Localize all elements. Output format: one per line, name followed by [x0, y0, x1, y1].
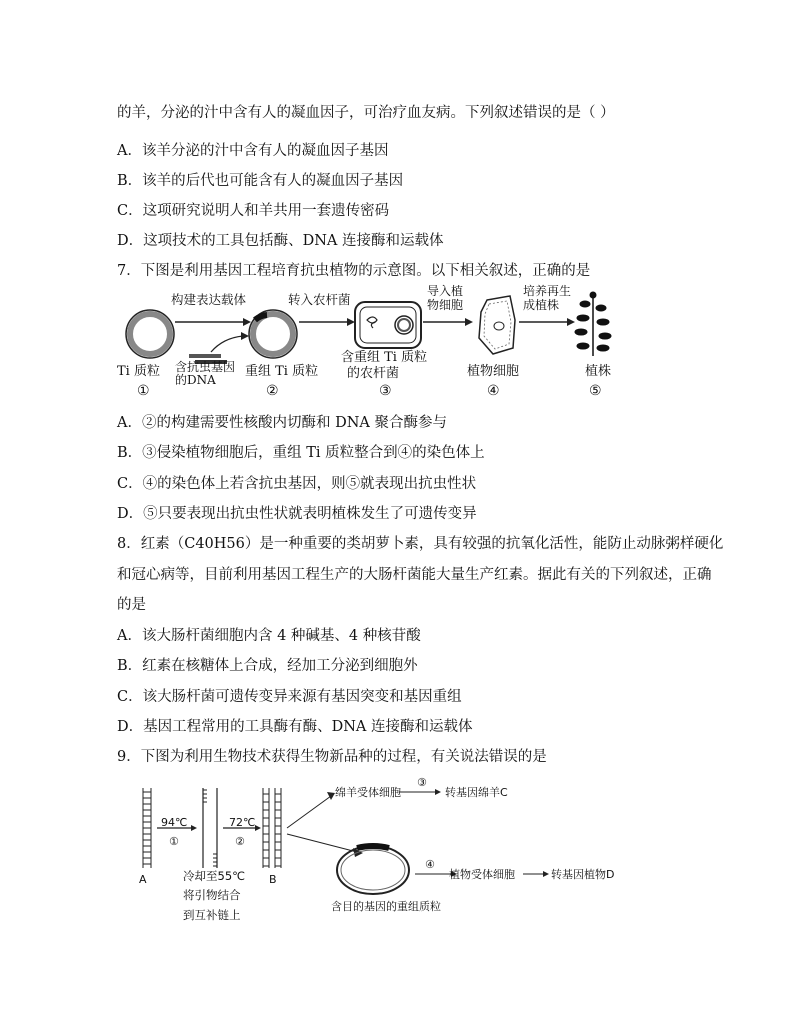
- q8-option-a: A．该大肠杆菌细胞内含 4 种碱基、4 种核苷酸: [117, 628, 421, 644]
- stage-5-num: ⑤: [589, 383, 602, 399]
- note-line-3: 到互补链上: [183, 908, 241, 922]
- stage-1-label: Ti 质粒: [117, 364, 160, 379]
- gene-label-1: 含抗虫基因: [175, 360, 236, 374]
- step-1: ①: [169, 835, 179, 848]
- q9-stem: 9．下图为利用生物技术获得生物新品种的过程，有关说法错误的是: [117, 749, 547, 765]
- q7-figure: [115, 284, 635, 402]
- q7-option-c: C．④的染色体上若含抗虫基因，则⑤就表现出抗虫性状: [117, 476, 477, 492]
- agrobacterium-cell: [355, 302, 421, 348]
- q7-option-a: A．②的构建需要性核酸内切酶和 DNA 聚合酶参与: [117, 415, 447, 431]
- q8-option-b: B．红素在核糖体上合成，经加工分泌到细胞外: [117, 658, 418, 674]
- stage-1-num: ①: [137, 383, 150, 399]
- q8-stem-line-1: 8．红素（C40H56）是一种重要的类胡萝卜素，具有较强的抗氧化活性，能防止动脉粥样硬化: [117, 536, 724, 552]
- note-line-1: 冷却至55℃: [183, 869, 246, 883]
- stage-3-num: ③: [379, 383, 392, 399]
- step-2: ②: [235, 835, 245, 848]
- q7-option-b: B．③侵染植物细胞后，重组 Ti 质粒整合到④的染色体上: [117, 445, 485, 461]
- q6-stem: 的羊，分泌的汁中含有人的凝血因子，可治疗血友病。下列叙述错误的是（ ）: [117, 105, 615, 121]
- dna-b: [263, 788, 281, 868]
- arrow-label-import-2: 物细胞: [427, 298, 464, 312]
- arrow-label-construct: 构建表达载体: [171, 292, 247, 307]
- stage-5-label: 植株: [585, 364, 612, 379]
- stage-2-label: 重组 Ti 质粒: [245, 364, 319, 379]
- q8-option-c: C．该大肠杆菌可遗传变异来源有基因突变和基因重组: [117, 689, 462, 705]
- q8-stem-line-2: 和冠心病等，目前利用基因工程生产的大肠杆菌能大量生产红素。据此有关的下列叙述，正确: [117, 567, 712, 583]
- ti-plasmid-ring: [126, 310, 174, 358]
- temp-94: 94℃: [161, 816, 188, 829]
- q8-stem-line-3: 的是: [117, 597, 146, 613]
- temp-72: 72℃: [229, 816, 256, 829]
- q6-option-d: D．这项技术的工具包括酶、DNA 连接酶和运载体: [117, 233, 444, 249]
- dna-a: [143, 788, 151, 868]
- arrow-label-regenerate-1: 培养再生: [523, 284, 572, 298]
- primer-marks: [203, 790, 217, 866]
- transgenic-sheep-c: 转基因绵羊C: [445, 786, 508, 799]
- arrow-label-import-1: 导入植: [427, 284, 464, 298]
- step-3: ③: [417, 776, 427, 789]
- q6-option-c: C．这项研究说明人和羊共用一套遗传密码: [117, 203, 390, 219]
- q9-figure: [135, 778, 645, 928]
- label-b: B: [269, 873, 277, 886]
- q7-option-d: D．⑤只要表现出抗虫性状就表明植株发生了可遗传变异: [117, 506, 477, 522]
- gene-strand-top: [189, 354, 221, 358]
- label-a: A: [139, 873, 147, 886]
- plasmid-label: 含目的基因的重组质粒: [331, 900, 441, 913]
- stage-3-label-2: 的农杆菌: [347, 366, 400, 381]
- gene-label-2: 的DNA: [175, 373, 216, 387]
- stage-4-num: ④: [487, 383, 500, 399]
- arrow-label-transfer: 转入农杆菌: [288, 292, 351, 307]
- q6-option-b: B．该羊的后代也可能含有人的凝血因子基因: [117, 173, 404, 189]
- q8-option-d: D．基因工程常用的工具酶有酶、DNA 连接酶和运载体: [117, 719, 473, 735]
- ti-plasmid-band: [130, 314, 170, 354]
- arrow-label-regenerate-2: 成植株: [523, 298, 560, 312]
- stage-4-label: 植物细胞: [467, 364, 520, 379]
- plant-recipient-cell: 植物受体细胞: [449, 868, 515, 881]
- step-4: ④: [425, 858, 435, 871]
- q7-stem: 7．下图是利用基因工程培育抗虫植物的示意图。以下相关叙述，正确的是: [117, 263, 591, 279]
- sheep-recipient-cell: 绵羊受体细胞: [335, 786, 401, 799]
- stage-2-num: ②: [266, 383, 279, 399]
- note-line-2: 将引物结合: [183, 888, 241, 902]
- q6-option-a: A．该羊分泌的汁中含有人的凝血因子基因: [117, 143, 389, 159]
- recombinant-plasmid: [337, 846, 409, 894]
- transgenic-plant-d: 转基因植物D: [551, 868, 615, 881]
- stage-3-label-1: 含重组 Ti 质粒: [341, 350, 428, 365]
- plant-icon: [575, 292, 611, 356]
